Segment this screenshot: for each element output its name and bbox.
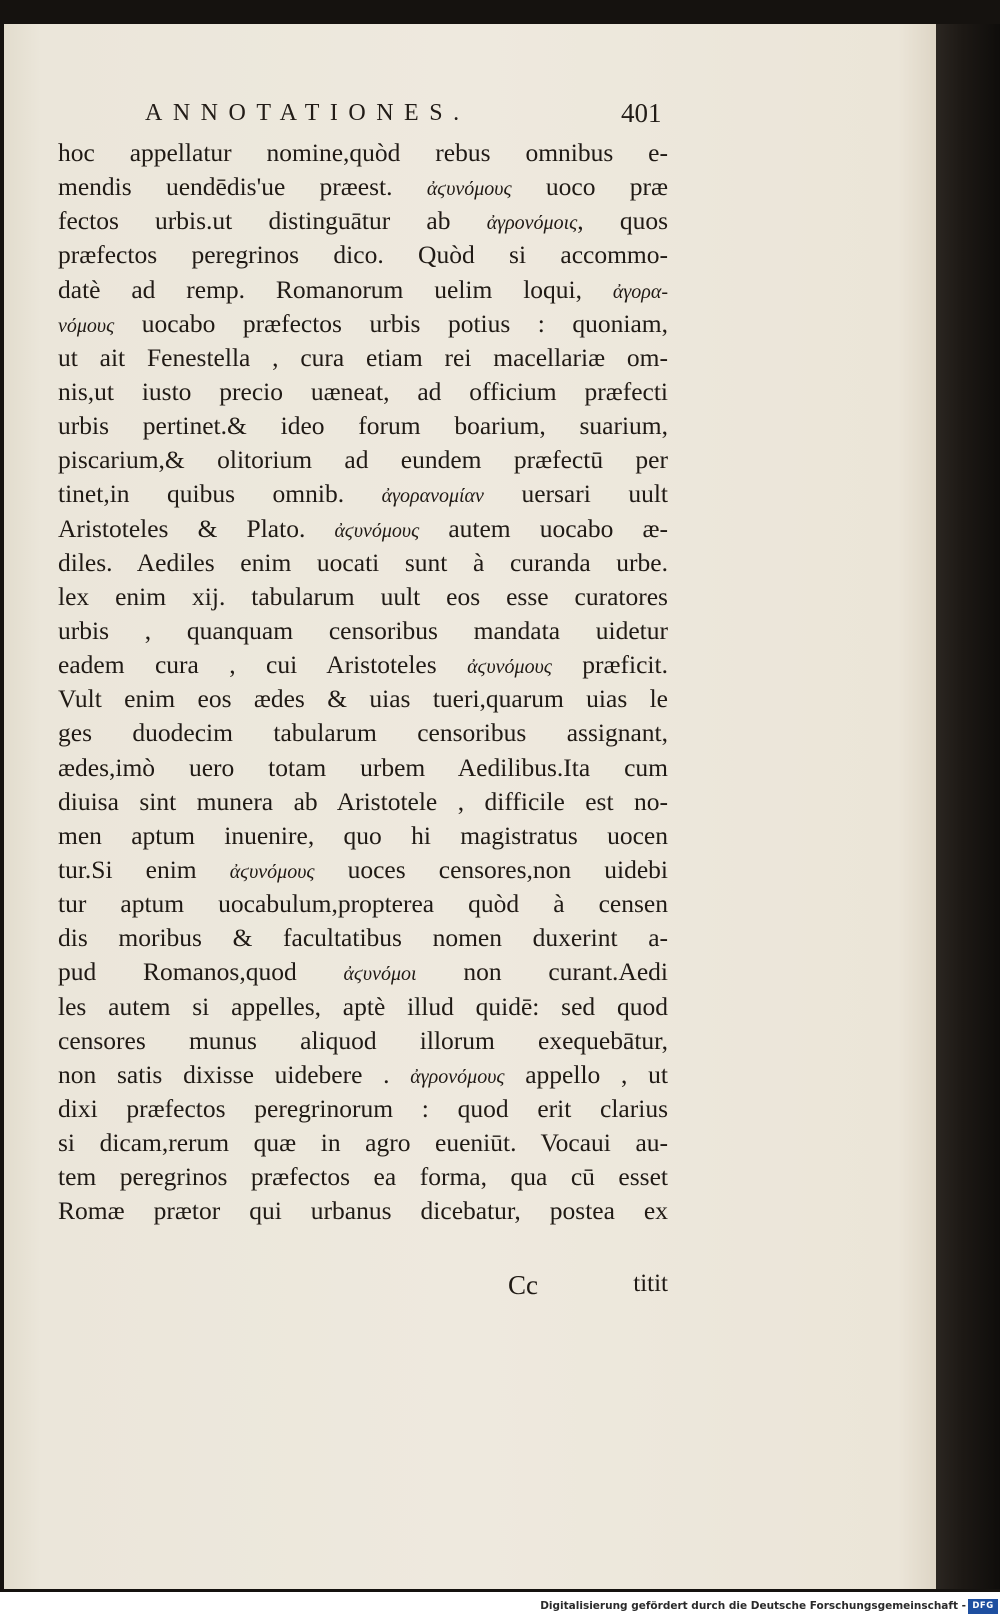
latin-text: diles. Aediles enim uocati sunt à curanda urbe. (58, 547, 668, 577)
latin-text: Vult enim eos ædes & uias tueri,quarum uias le (58, 684, 668, 714)
text-line (58, 921, 668, 955)
latin-text: diuisa sint munera ab Aristotele , difficile est no- (58, 786, 668, 816)
greek-term: ἀϛυνόμους (334, 519, 420, 542)
text-line (58, 375, 668, 409)
page-header (145, 100, 665, 136)
text-line (58, 1058, 668, 1092)
text-line (58, 136, 668, 170)
greek-term: ἀγρονόμους (410, 1065, 505, 1088)
text-line (58, 955, 668, 989)
text-line (58, 512, 668, 546)
latin-text: mendis uendēdis'ue præest. (58, 172, 427, 202)
text-line (58, 477, 668, 511)
latin-text: Romæ prætor qui urbanus dicebatur, postea ex (58, 1196, 668, 1226)
greek-term: ἀγορα- (612, 280, 668, 303)
footer-bar (0, 1598, 1000, 1621)
text-line (58, 1160, 668, 1194)
latin-text: uersari uult (483, 479, 668, 509)
text-block (58, 136, 668, 1229)
text-line (58, 580, 668, 614)
text-line (58, 990, 668, 1024)
latin-text: lex enim xij. tabularum uult eos esse curatores (58, 581, 668, 611)
greek-term: ἀϛυνόμους (467, 656, 552, 679)
text-line (58, 887, 668, 921)
latin-text: piscarium,& olitorium ad eundem præfectū per (58, 445, 668, 475)
book-gutter (936, 24, 1000, 1589)
latin-text: hoc appellatur nomine,quòd rebus omnibus e- (58, 138, 668, 167)
text-line (58, 853, 668, 887)
text-line (58, 785, 668, 819)
latin-text: urbis , quanquam censoribus mandata uidetur (58, 615, 668, 645)
latin-text: ut ait Fenestella , cura etiam rei macellariæ om- (58, 342, 668, 372)
latin-text: nis,ut iusto precio uæneat, ad officium præfecti (58, 376, 668, 406)
page-number: 401 (621, 98, 662, 128)
catch-line (58, 1270, 668, 1304)
text-line (58, 238, 668, 272)
latin-text: Aristoteles & Plato. (58, 513, 335, 543)
latin-text: tur aptum uocabulum,propterea quòd à censen (58, 889, 668, 919)
latin-text: pud Romanos,quod (58, 957, 344, 987)
latin-text: , quos (577, 206, 668, 236)
latin-text: appello , ut (504, 1059, 668, 1089)
text-line (58, 1092, 668, 1126)
text-line (58, 170, 668, 204)
latin-text: dixi præfectos peregrinorum : quod erit clarius (58, 1093, 668, 1123)
latin-text: les autem si appelles, aptè illud quidē: sed quod (58, 991, 668, 1021)
text-line (58, 648, 668, 682)
dfg-logo: DFG (968, 1599, 998, 1614)
latin-text: uoco præ (511, 172, 668, 202)
greek-term: ἀϛυνόμοι (343, 963, 417, 986)
text-line (58, 307, 668, 341)
greek-term: νόμους (58, 314, 115, 337)
latin-text: tur.Si enim (58, 854, 230, 884)
text-line (58, 443, 668, 477)
latin-text: men aptum inuenire, quo hi magistratus uocen (58, 820, 668, 850)
text-line (58, 614, 668, 648)
funding-credit: Digitalisierung gefördert durch die Deutsche Forschungsgemeinschaft - (540, 1600, 966, 1612)
latin-text: ædes,imò uero totam urbem Aedilibus.Ita cum (58, 752, 668, 782)
latin-text: dis moribus & facultatibus nomen duxerint a- (58, 923, 668, 953)
latin-text: si dicam,rerum quæ in agro eueniūt. Vocaui au- (58, 1128, 668, 1158)
greek-term: ἀγρονόμοις (486, 212, 578, 235)
text-line (58, 1126, 668, 1160)
latin-text: uocabo præfectos urbis potius : quoniam, (114, 308, 668, 338)
text-line (58, 409, 668, 443)
latin-text: ges duodecim tabularum censoribus assignant, (58, 718, 668, 748)
text-line (58, 546, 668, 580)
text-line (58, 716, 668, 750)
latin-text: non curant.Aedi (416, 957, 668, 987)
greek-term: ἀϛυνόμους (229, 860, 315, 883)
greek-term: ἀγορανομίαν (381, 485, 484, 508)
text-line (58, 751, 668, 785)
text-line (58, 273, 668, 307)
latin-text: autem uocabo æ- (419, 513, 668, 543)
text-line (58, 1024, 668, 1058)
latin-text: tem peregrinos præfectos ea forma, qua cū esset (58, 1162, 668, 1192)
latin-text: tinet,in quibus omnib. (58, 479, 382, 509)
latin-text: fectos urbis.ut distinguātur ab (58, 206, 487, 236)
text-line (58, 682, 668, 716)
latin-text: præficit. (551, 650, 668, 680)
running-head: ANNOTATIONES. (145, 100, 470, 126)
catchword: titit (633, 1270, 668, 1297)
text-line (58, 1194, 668, 1228)
latin-text: urbis pertinet.& ideo forum boarium, suarium, (58, 411, 668, 441)
latin-text: non satis dixisse uidebere . (58, 1059, 411, 1089)
text-line (58, 819, 668, 853)
text-line (58, 341, 668, 375)
signature-mark: Cc (508, 1270, 538, 1300)
greek-term: ἀϛυνόμους (426, 178, 512, 201)
latin-text: præfectos peregrinos dico. Quòd si accommo- (58, 240, 668, 270)
latin-text: eadem cura , cui Aristoteles (58, 650, 468, 680)
latin-text: censores munus aliquod illorum exequebātur, (58, 1025, 668, 1055)
text-line (58, 204, 668, 238)
latin-text: uoces censores,non uidebi (314, 854, 668, 884)
latin-text: datè ad remp. Romanorum uelim loqui, (58, 274, 613, 304)
